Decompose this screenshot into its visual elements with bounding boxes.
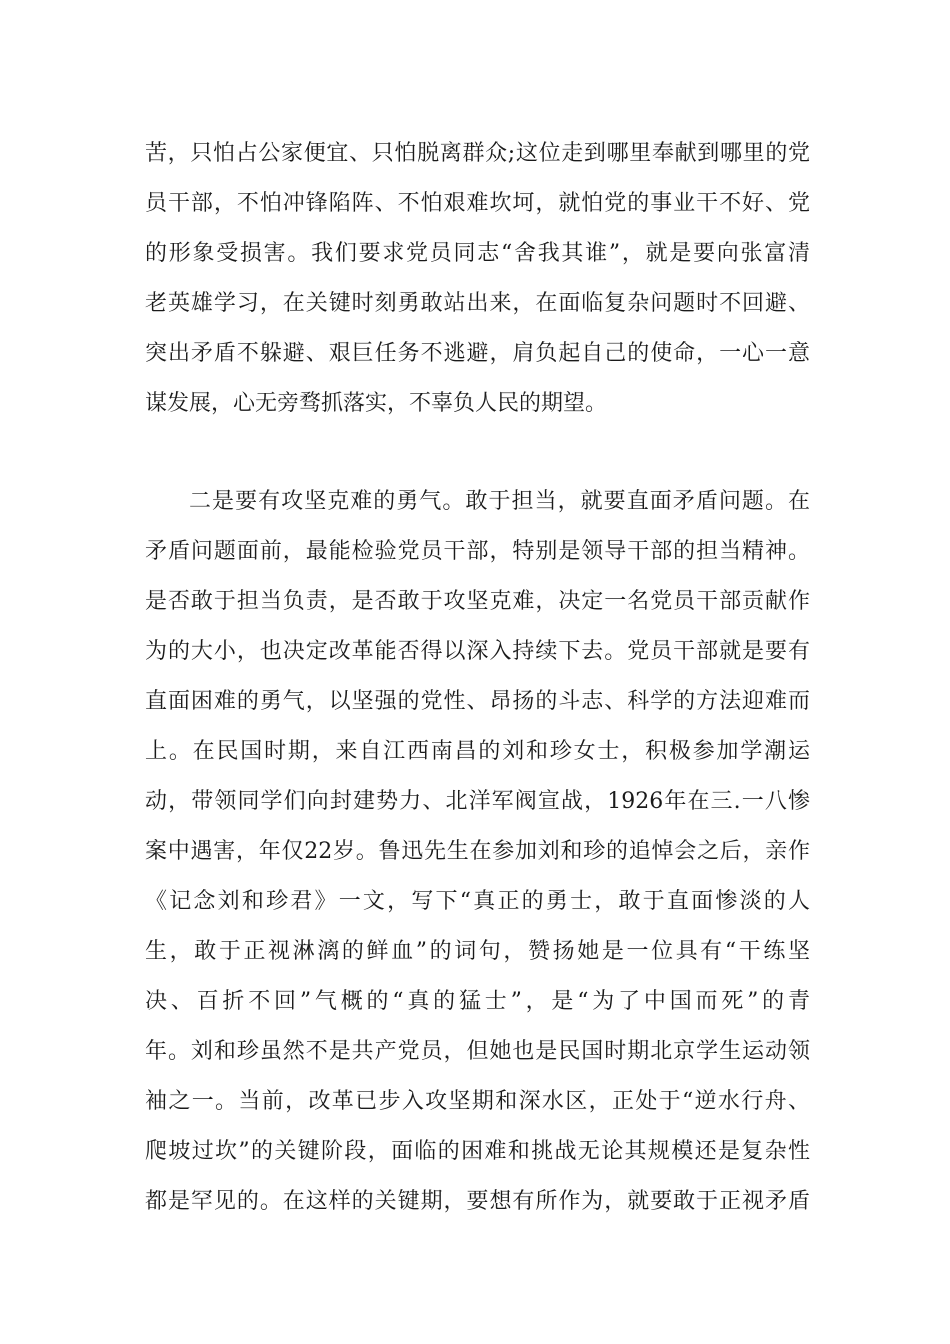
text-line: 直面困难的勇气，以坚强的党性、昂扬的斗志、科学的方法迎难而 bbox=[145, 689, 810, 714]
text-line: 矛盾问题面前，最能检验党员干部，特别是领导干部的担当精神。 bbox=[145, 539, 810, 564]
text-line: 动，带领同学们向封建势力、北洋军阀宣战，1926年在三.一八惨 bbox=[145, 789, 810, 814]
text-line: 为的大小，也决定改革能否得以深入持续下去。党员干部就是要有 bbox=[145, 639, 810, 664]
text-line: 年。刘和珍虽然不是共产党员，但她也是民国时期北京学生运动领 bbox=[145, 1039, 810, 1064]
text-line: 生，敢于正视淋漓的鲜血”的词句，赞扬她是一位具有“干练坚 bbox=[145, 939, 810, 964]
text-line: 上。在民国时期，来自江西南昌的刘和珍女士，积极参加学潮运 bbox=[145, 739, 810, 764]
text-line: 二是要有攻坚克难的勇气。敢于担当，就要直面矛盾问题。在 bbox=[189, 489, 810, 514]
text-line: 《记念刘和珍君》一文，写下“真正的勇士，敢于直面惨淡的人 bbox=[145, 889, 810, 914]
text-line: 苦，只怕占公家便宜、只怕脱离群众;这位走到哪里奉献到哪里的党 bbox=[145, 141, 810, 166]
text-line: 案中遇害，年仅22岁。鲁迅先生在参加刘和珍的追悼会之后，亲作 bbox=[145, 839, 810, 864]
text-line: 是否敢于担当负责，是否敢于攻坚克难，决定一名党员干部贡献作 bbox=[145, 589, 810, 614]
text-line: 突出矛盾不躲避、艰巨任务不逃避，肩负起自己的使命，一心一意 bbox=[145, 341, 810, 366]
text-line: 袖之一。当前，改革已步入攻坚期和深水区，正处于“逆水行舟、 bbox=[145, 1089, 810, 1114]
text-line: 都是罕见的。在这样的关键期，要想有所作为，就要敢于正视矛盾 bbox=[145, 1189, 810, 1214]
text-line: 老英雄学习，在关键时刻勇敢站出来，在面临复杂问题时不回避、 bbox=[145, 291, 810, 316]
text-line: 决、百折不回”气概的“真的猛士”，是“为了中国而死”的青 bbox=[145, 989, 810, 1014]
text-line: 谋发展，心无旁骛抓落实，不辜负人民的期望。 bbox=[145, 391, 608, 416]
text-line: 的形象受损害。我们要求党员同志“舍我其谁”，就是要向张富清 bbox=[145, 241, 810, 266]
text-line: 爬坡过坎”的关键阶段，面临的困难和挑战无论其规模还是复杂性 bbox=[145, 1139, 810, 1164]
text-line: 员干部，不怕冲锋陷阵、不怕艰难坎坷，就怕党的事业干不好、党 bbox=[145, 191, 810, 216]
